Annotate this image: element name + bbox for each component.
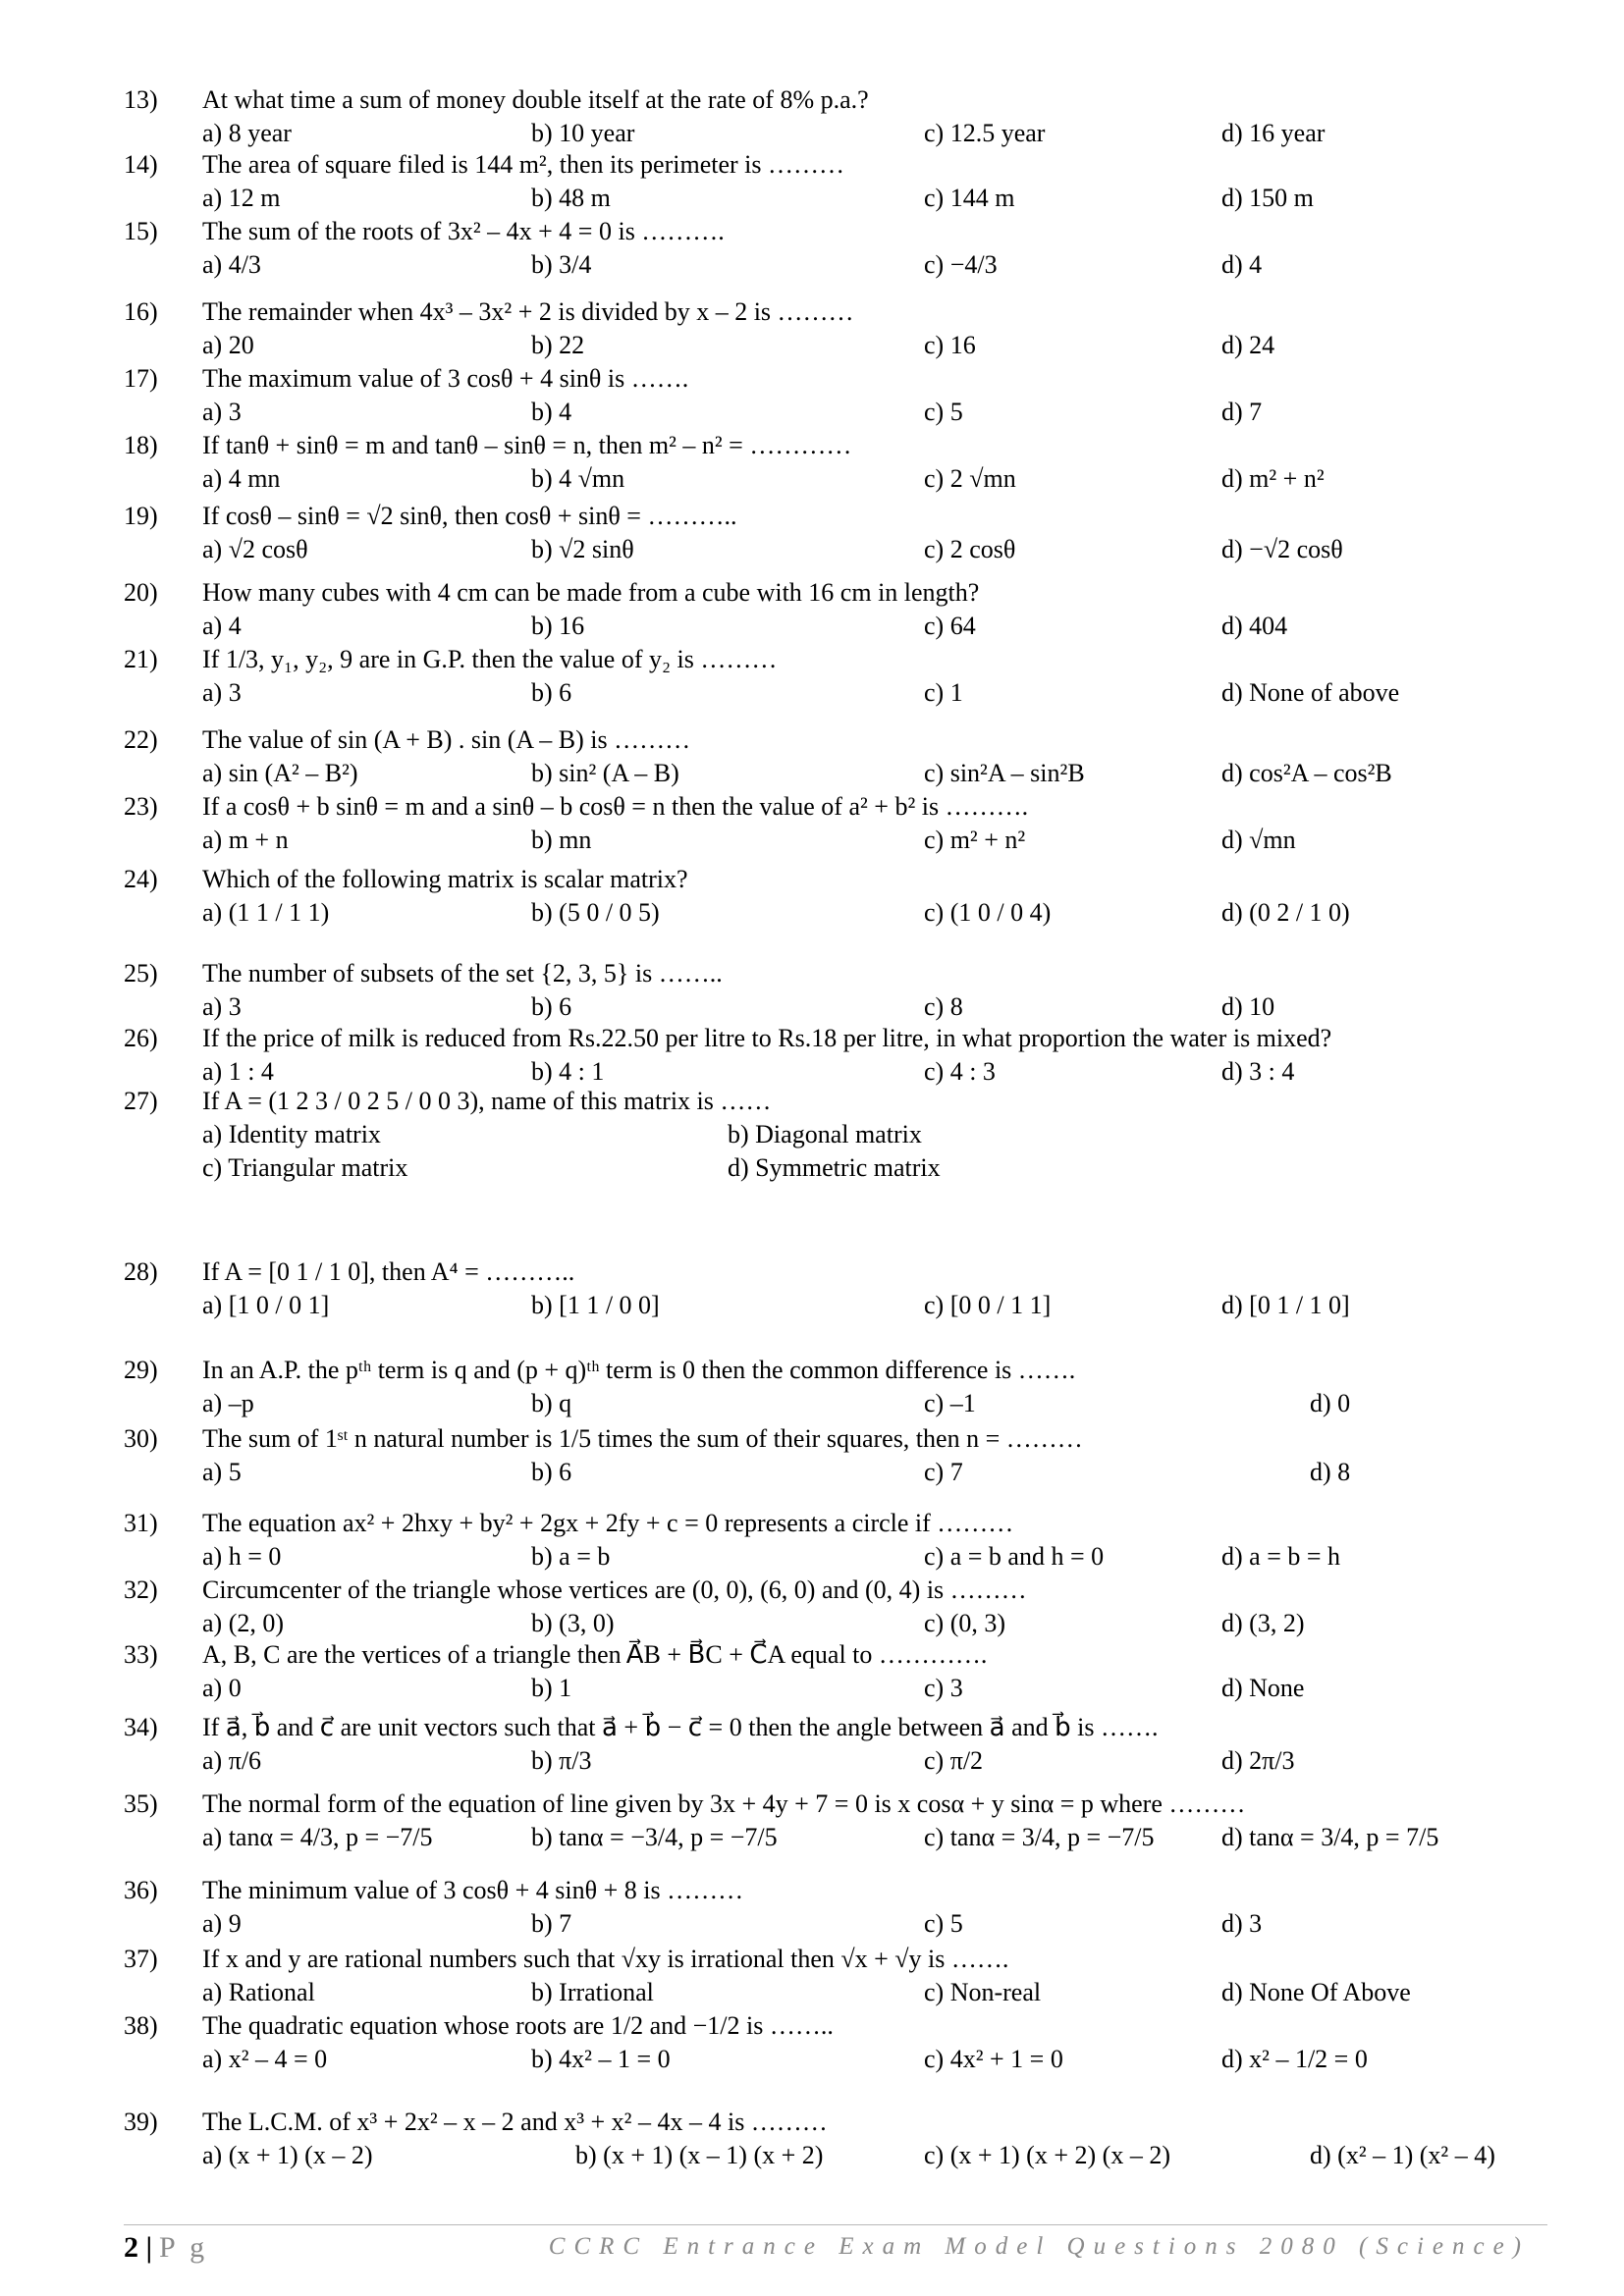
question-text: If a⃗, b⃗ and c⃗ are unit vectors such that a⃗ + b⃗ − c⃗ = 0 then the angle between a⃗ and b⃗ is ……. [202,1713,1159,1741]
answer-option[interactable]: c) 16 [924,331,976,359]
answer-option[interactable]: d) None of above [1221,678,1400,707]
question-row [124,296,1547,330]
answer-option[interactable]: a) 20 [202,331,254,359]
answer-option[interactable]: b) [1 1 / 0 0] [531,1291,660,1319]
question-text: Which of the following matrix is scalar matrix? [202,865,688,893]
question-text: If the price of milk is reduced from Rs.22.50 per litre to Rs.18 per litre, in what proportion the water is mixed? [202,1024,1332,1052]
answer-option[interactable]: b) (5 0 / 0 5) [531,898,660,927]
question-text: If 1/3, y₁, y₂, 9 are in G.P. then the value of y₂ is ……… [202,645,778,673]
answer-option[interactable]: a) x² – 4 = 0 [202,2045,328,2073]
question-number: 13) [124,85,158,114]
answer-option[interactable]: a) (2, 0) [202,1609,285,1637]
question-row [124,1639,1547,1673]
answer-option[interactable]: d) None [1221,1674,1305,1702]
answer-option[interactable]: d) −√2 cosθ [1221,535,1343,563]
answer-option[interactable]: c) Non-real [924,1978,1042,2006]
answer-option[interactable]: b) 6 [531,992,572,1021]
question-number: 39) [124,2108,158,2136]
answer-option[interactable]: b) (3, 0) [531,1609,615,1637]
answer-option[interactable]: c) 2 √mn [924,464,1016,493]
answer-option[interactable]: d) None Of Above [1221,1978,1411,2006]
answer-option[interactable]: c) (x + 1) (x + 2) (x – 2) [924,2141,1170,2169]
question-number: 35) [124,1789,158,1818]
question-row [124,1575,1547,1608]
question-row [124,501,1547,534]
question-number: 14) [124,150,158,179]
question-item [124,149,1547,216]
question-row [124,430,1547,463]
question-item [124,1639,1547,1706]
question-number: 31) [124,1509,158,1537]
question-item [124,1508,1547,1575]
options-row [124,397,1547,430]
question-row [124,363,1547,397]
answer-option[interactable]: d) 2π/3 [1221,1746,1295,1775]
question-row [124,84,1547,118]
answer-option[interactable]: d) 8 [1310,1458,1351,1486]
answer-option[interactable]: b) 4x² – 1 = 0 [531,2045,671,2073]
question-number: 28) [124,1257,158,1286]
question-item [124,958,1547,1025]
options-row [124,463,1547,497]
options-row [124,1822,1547,1855]
question-row [124,724,1547,758]
question-item [124,577,1547,644]
answer-option[interactable]: a) tanα = 4/3, p = −7/5 [202,1823,433,1851]
question-item [124,1423,1547,1490]
answer-option[interactable]: d) cos²A – cos²B [1221,759,1392,787]
answer-option[interactable]: b) 7 [531,1909,572,1938]
question-text: The value of sin (A + B) . sin (A – B) is ……… [202,725,691,754]
question-number: 38) [124,2011,158,2040]
question-row [124,1508,1547,1541]
question-text: The sum of 1ˢᵗ n natural number is 1/5 times the sum of their squares, then n = ……… [202,1424,1083,1453]
question-text: The normal form of the equation of line given by 3x + 4y + 7 = 0 is x cosα + y sinα = p where ……… [202,1789,1246,1818]
question-row [124,2010,1547,2044]
options-row [124,1608,1547,1641]
answer-option[interactable]: c) 3 [924,1674,963,1702]
answer-option[interactable]: b) tanα = −3/4, p = −7/5 [531,1823,778,1851]
question-text: If x and y are rational numbers such that √xy is irrational then √x + √y is ……. [202,1945,1009,1973]
question-text: The remainder when 4x³ – 3x² + 2 is divided by x – 2 is ……… [202,297,854,326]
answer-option[interactable]: a) 3 [202,398,242,426]
answer-option[interactable]: a) π/6 [202,1746,262,1775]
question-text: The maximum value of 3 cosθ + 4 sinθ is ……. [202,364,689,393]
footer-title: CCRC Entrance Exam Model Questions 2080 (Science) [548,2233,1530,2260]
answer-option[interactable]: c) a = b and h = 0 [924,1542,1105,1571]
question-row [124,2107,1547,2140]
answer-option[interactable]: a) 4 [202,612,242,640]
answer-option[interactable]: a) 1 : 4 [202,1057,274,1086]
answer-option[interactable]: d) (0 2 / 1 0) [1221,898,1350,927]
question-row [124,1423,1547,1457]
answer-option[interactable]: b) q [531,1389,572,1417]
answer-option[interactable]: b) mn [531,826,592,854]
question-item [124,430,1547,497]
answer-option[interactable]: a) 4/3 [202,250,261,279]
question-text: Circumcenter of the triangle whose vertices are (0, 0), (6, 0) and (0, 4) is ……… [202,1575,1027,1604]
answer-option[interactable]: a) 5 [202,1458,242,1486]
question-item [124,1944,1547,2010]
answer-option[interactable]: b) 6 [531,678,572,707]
question-item [124,864,1547,931]
question-text: If tanθ + sinθ = m and tanθ – sinθ = n, then m² – n² = ………… [202,431,852,459]
answer-option[interactable]: a) m + n [202,826,289,854]
answer-option[interactable]: d) Symmetric matrix [728,1153,941,1182]
options-row [124,825,1547,858]
question-text: At what time a sum of money double itself at the rate of 8% p.a.? [202,85,869,114]
answer-option[interactable]: c) −4/3 [924,250,998,279]
answer-option[interactable]: c) 5 [924,1909,963,1938]
answer-option[interactable]: d) x² – 1/2 = 0 [1221,2045,1368,2073]
options-row [124,1388,1547,1421]
question-number: 27) [124,1087,158,1115]
question-number: 20) [124,578,158,607]
question-row [124,1023,1547,1056]
question-text: If A = (1 2 3 / 0 2 5 / 0 0 3), name of this matrix is …… [202,1087,772,1115]
question-text: How many cubes with 4 cm can be made from a cube with 16 cm in length? [202,578,980,607]
question-number: 18) [124,431,158,459]
options-row [124,1908,1547,1942]
options-row [124,611,1547,644]
answer-option[interactable]: b) a = b [531,1542,611,1571]
question-item [124,1355,1547,1421]
answer-option[interactable]: a) √2 cosθ [202,535,308,563]
answer-option[interactable]: d) m² + n² [1221,464,1325,493]
answer-option[interactable]: b) 4 √mn [531,464,625,493]
options-row [124,897,1547,931]
question-number: 17) [124,364,158,393]
question-item [124,296,1547,363]
question-item [124,1789,1547,1855]
answer-option[interactable]: d) (x² – 1) (x² – 4) [1310,2141,1495,2169]
options-row [124,1119,1547,1152]
question-row [124,644,1547,677]
answer-option[interactable]: a) 0 [202,1674,242,1702]
options-row [124,183,1547,216]
question-text: The equation ax² + 2hxy + by² + 2gx + 2fy + c = 0 represents a circle if ……… [202,1509,1014,1537]
answer-option[interactable]: c) 7 [924,1458,963,1486]
answer-option[interactable]: b) (x + 1) (x – 1) (x + 2) [575,2141,824,2169]
answer-option[interactable]: d) 10 [1221,992,1275,1021]
question-number: 16) [124,297,158,326]
answer-option[interactable]: d) (3, 2) [1221,1609,1305,1637]
answer-option[interactable]: b) Diagonal matrix [728,1120,922,1148]
question-row [124,1355,1547,1388]
options-row [124,1673,1547,1706]
answer-option[interactable]: d) 24 [1221,331,1275,359]
question-text: The L.C.M. of x³ + 2x² – x – 2 and x³ + x² – 4x – 4 is ……… [202,2108,828,2136]
answer-option[interactable]: b) Irrational [531,1978,654,2006]
question-row [124,791,1547,825]
question-item [124,1875,1547,1942]
answer-option[interactable]: c) –1 [924,1389,976,1417]
options-row [124,991,1547,1025]
question-number: 25) [124,959,158,988]
options-row [124,758,1547,791]
question-row [124,216,1547,249]
answer-option[interactable]: b) 6 [531,1458,572,1486]
page-label: P g [159,2231,209,2264]
question-row [124,864,1547,897]
answer-option[interactable]: c) 8 [924,992,963,1021]
answer-option[interactable]: b) 4 : 1 [531,1057,605,1086]
answer-option[interactable]: a) Rational [202,1978,315,2006]
answer-option[interactable]: b) 3/4 [531,250,592,279]
question-number: 23) [124,792,158,821]
answer-option[interactable]: a) (x + 1) (x – 2) [202,2141,373,2169]
question-number: 15) [124,217,158,245]
question-item [124,84,1547,151]
answer-option[interactable]: d) a = b = h [1221,1542,1341,1571]
answer-option[interactable]: b) π/3 [531,1746,592,1775]
answer-option[interactable]: a) Identity matrix [202,1120,381,1148]
question-item [124,1256,1547,1323]
question-number: 33) [124,1640,158,1669]
answer-option[interactable]: c) tanα = 3/4, p = −7/5 [924,1823,1155,1851]
options-row [124,1290,1547,1323]
answer-option[interactable]: a) 8 year [202,119,292,147]
question-number: 34) [124,1713,158,1741]
answer-option[interactable]: c) (1 0 / 0 4) [924,898,1052,927]
question-number: 29) [124,1356,158,1384]
answer-option[interactable]: d) 16 year [1221,119,1326,147]
answer-option[interactable]: d) 404 [1221,612,1288,640]
answer-option[interactable]: a) 3 [202,992,242,1021]
question-text: The area of square filed is 144 m², then its perimeter is ……… [202,150,844,179]
question-row [124,1086,1547,1119]
options-row [124,2044,1547,2077]
question-number: 26) [124,1024,158,1052]
answer-option[interactable]: c) 1 [924,678,963,707]
answer-option[interactable]: d) [0 1 / 1 0] [1221,1291,1350,1319]
answer-option[interactable]: c) 4 : 3 [924,1057,996,1086]
question-item [124,1086,1547,1186]
question-number: 36) [124,1876,158,1904]
question-item [124,791,1547,858]
answer-option[interactable]: b) 4 [531,398,572,426]
answer-option[interactable]: b) √2 sinθ [531,535,634,563]
question-number: 37) [124,1945,158,1973]
answer-option[interactable]: a) h = 0 [202,1542,282,1571]
question-text: If a cosθ + b sinθ = m and a sinθ – b cosθ = n then the value of a² + b² is ………. [202,792,1029,821]
answer-option[interactable]: d) tanα = 3/4, p = 7/5 [1221,1823,1439,1851]
options-row [124,1152,1547,1186]
answer-option[interactable]: c) 2 cosθ [924,535,1016,563]
answer-option[interactable]: c) m² + n² [924,826,1026,854]
question-text: The sum of the roots of 3x² – 4x + 4 = 0 is ………. [202,217,725,245]
options-row [124,2140,1547,2173]
answer-option[interactable]: c) sin²A – sin²B [924,759,1085,787]
options-row [124,330,1547,363]
answer-option[interactable]: d) 0 [1310,1389,1351,1417]
question-item [124,1712,1547,1779]
question-number: 30) [124,1424,158,1453]
answer-option[interactable]: c) 5 [924,398,963,426]
answer-option[interactable]: d) 7 [1221,398,1263,426]
options-row [124,1056,1547,1090]
question-row [124,958,1547,991]
answer-option[interactable]: b) 1 [531,1674,572,1702]
question-row [124,149,1547,183]
answer-option[interactable]: d) 4 [1221,250,1263,279]
options-row [124,677,1547,711]
question-text: If cosθ – sinθ = √2 sinθ, then cosθ + sinθ = ……….. [202,502,737,530]
question-number: 22) [124,725,158,754]
options-row [124,1745,1547,1779]
question-row [124,1712,1547,1745]
answer-option[interactable]: c) 4x² + 1 = 0 [924,2045,1063,2073]
answer-option[interactable]: c) π/2 [924,1746,984,1775]
answer-option[interactable]: a) [1 0 / 0 1] [202,1291,330,1319]
question-item [124,1575,1547,1641]
question-row [124,577,1547,611]
question-text: The quadratic equation whose roots are 1/2 and −1/2 is …….. [202,2011,834,2040]
question-text: The number of subsets of the set {2, 3, 5} is …….. [202,959,723,988]
question-item [124,2107,1547,2173]
options-row [124,534,1547,567]
question-number: 19) [124,502,158,530]
question-number: 24) [124,865,158,893]
question-item [124,501,1547,567]
answer-option[interactable]: a) 4 mn [202,464,281,493]
answer-option[interactable]: c) (0, 3) [924,1609,1006,1637]
answer-option[interactable]: c) 144 m [924,184,1015,212]
question-text: In an A.P. the pᵗʰ term is q and (p + q)ᵗʰ term is 0 then the common difference is ……. [202,1356,1076,1384]
page-footer [124,2224,1547,2265]
answer-option[interactable]: b) 22 [531,331,585,359]
answer-option[interactable]: d) √mn [1221,826,1296,854]
options-row [124,1457,1547,1490]
answer-option[interactable]: b) 10 year [531,119,635,147]
answer-option[interactable]: c) Triangular matrix [202,1153,408,1182]
answer-option[interactable]: b) 48 m [531,184,611,212]
answer-option[interactable]: b) 16 [531,612,585,640]
question-text: The minimum value of 3 cosθ + 4 sinθ + 8 is ……… [202,1876,744,1904]
question-item [124,644,1547,711]
question-item [124,724,1547,791]
question-text: A, B, C are the vertices of a triangle then A⃗B + B⃗C + C⃗A equal to …………. [202,1640,988,1669]
answer-option[interactable]: c) [0 0 / 1 1] [924,1291,1052,1319]
options-row [124,1977,1547,2010]
answer-option[interactable]: b) sin² (A – B) [531,759,679,787]
question-row [124,1875,1547,1908]
answer-option[interactable]: c) 64 [924,612,976,640]
options-row [124,249,1547,283]
answer-option[interactable]: a) sin (A² – B²) [202,759,358,787]
answer-option[interactable]: a) (1 1 / 1 1) [202,898,330,927]
options-row [124,118,1547,151]
page-number: 2 | [124,2231,153,2264]
answer-option[interactable]: a) –p [202,1389,254,1417]
question-row [124,1789,1547,1822]
question-row [124,1944,1547,1977]
question-text: If A = [0 1 / 1 0], then A⁴ = ……….. [202,1257,575,1286]
answer-option[interactable]: a) 12 m [202,184,281,212]
question-number: 21) [124,645,158,673]
options-row [124,1541,1547,1575]
answer-option[interactable]: d) 3 [1221,1909,1263,1938]
answer-option[interactable]: a) 3 [202,678,242,707]
answer-option[interactable]: c) 12.5 year [924,119,1046,147]
question-item [124,1023,1547,1090]
question-row [124,1256,1547,1290]
answer-option[interactable]: a) 9 [202,1909,242,1938]
question-item [124,216,1547,283]
question-item [124,363,1547,430]
question-item [124,2010,1547,2077]
answer-option[interactable]: d) 150 m [1221,184,1314,212]
question-number: 32) [124,1575,158,1604]
answer-option[interactable]: d) 3 : 4 [1221,1057,1295,1086]
